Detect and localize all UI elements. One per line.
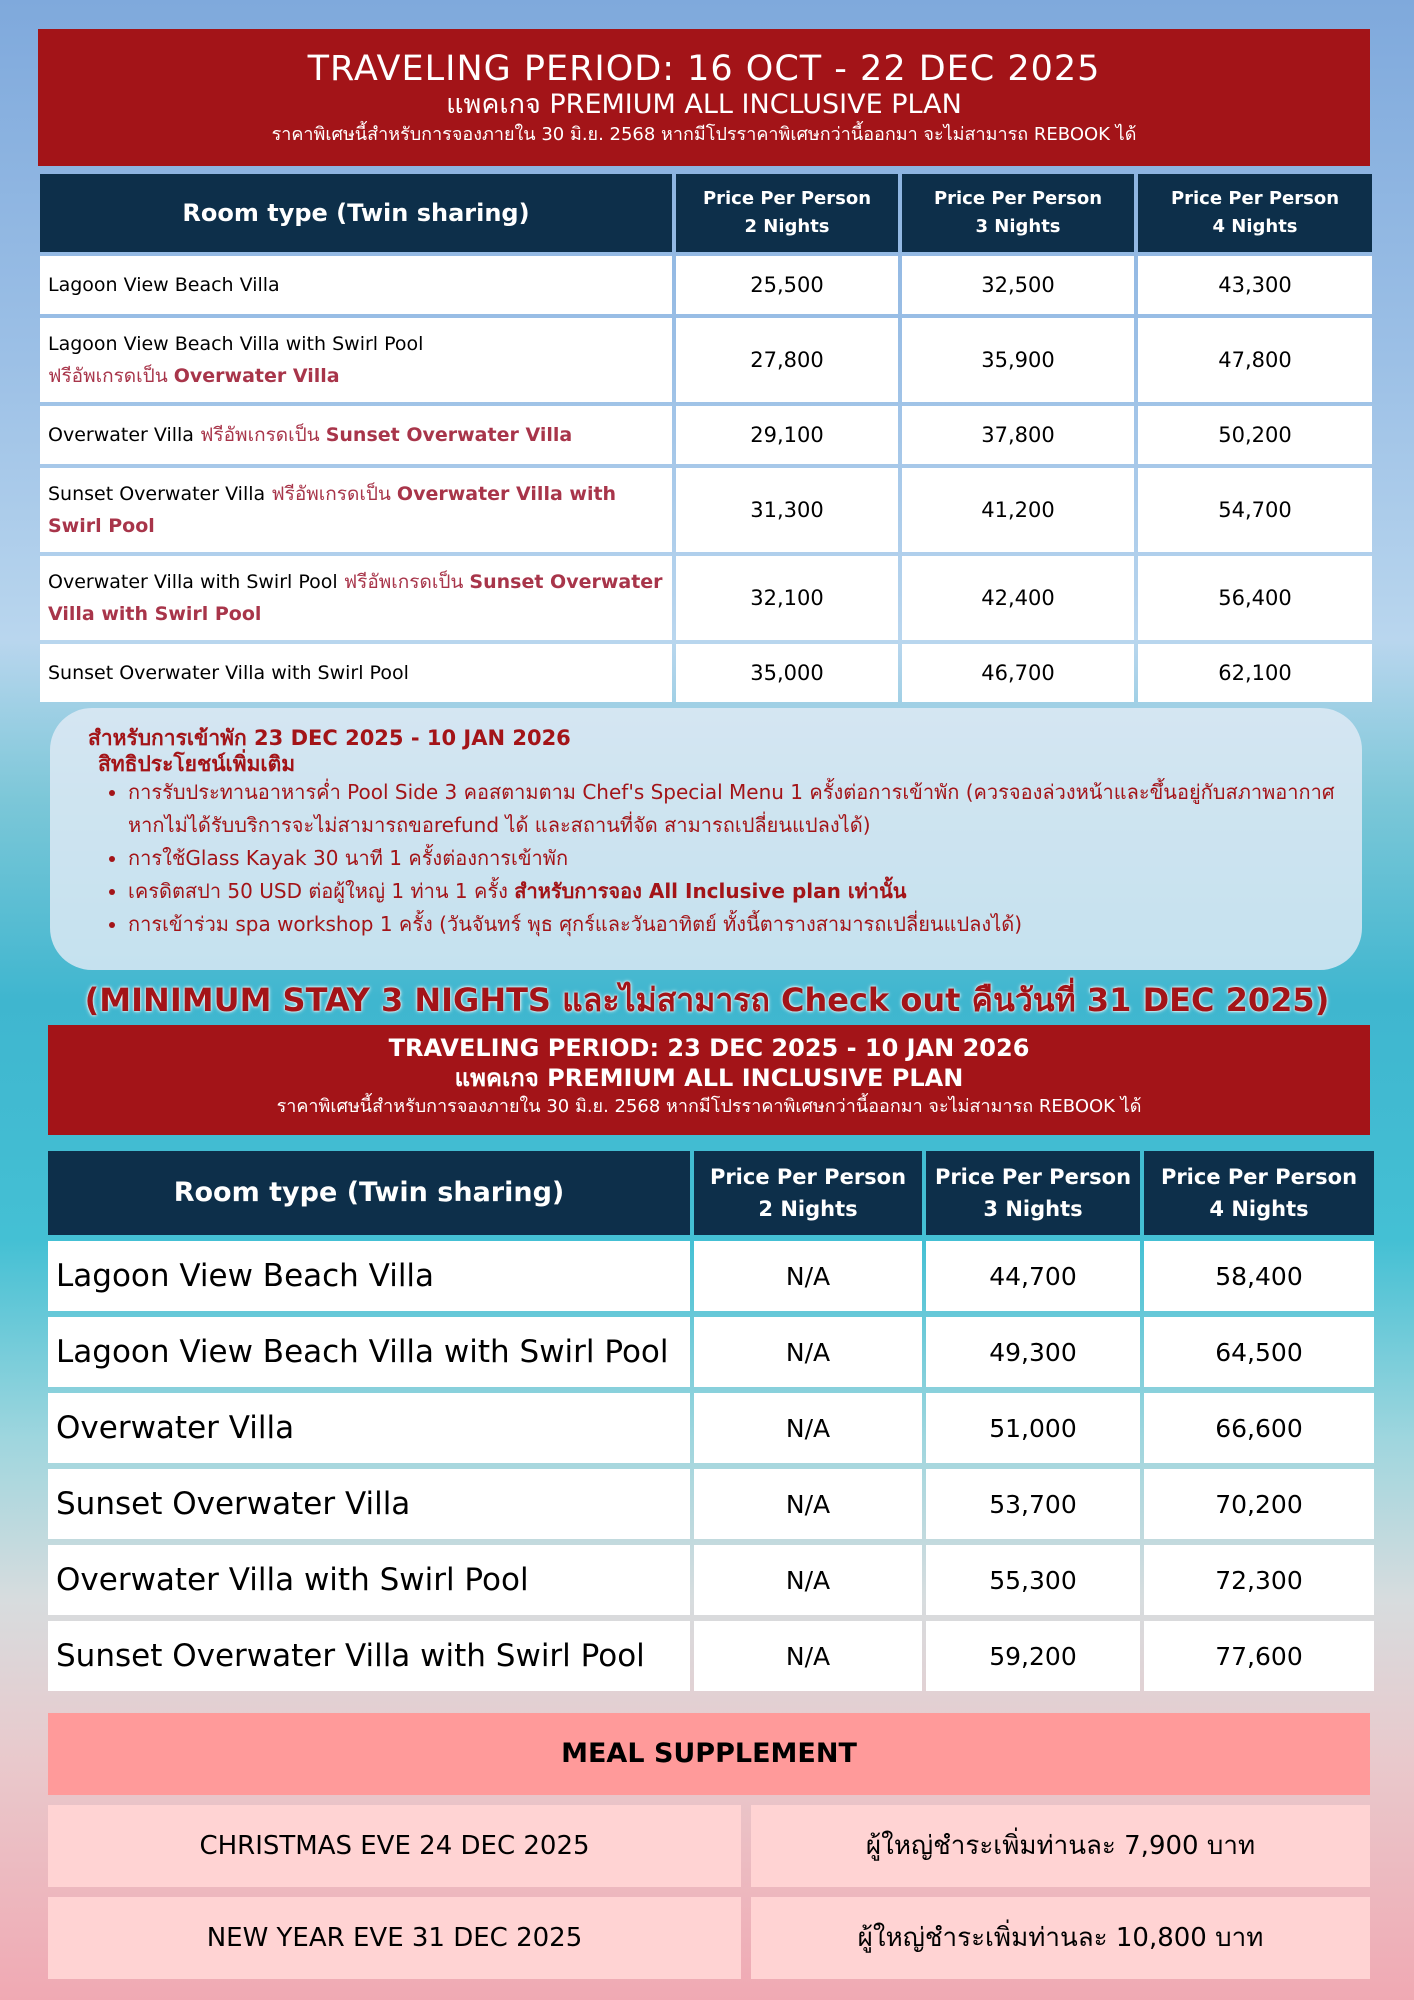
room-name: Overwater Villa ฟรีอัพเกรดเป็น Sunset Overwater Villa — [40, 406, 672, 464]
price-cell: N/A — [694, 1545, 922, 1615]
room-name: Sunset Overwater Villa ฟรีอัพเกรดเป็น Overwater Villa with Swirl Pool — [40, 468, 672, 552]
room-type-header: Room type (Twin sharing) — [40, 174, 672, 252]
period2-price-table — [44, 1145, 1378, 1697]
benefits-panel — [50, 708, 1362, 970]
room-name: Lagoon View Beach Villa — [40, 256, 672, 314]
period2-banner — [48, 1025, 1370, 1135]
price-2-nights-header: Price Per Person 2 Nights — [694, 1151, 922, 1235]
meal-event-christmas: CHRISTMAS EVE 24 DEC 2025 — [48, 1805, 741, 1887]
price-cell: N/A — [694, 1393, 922, 1463]
price-cell: 55,300 — [926, 1545, 1140, 1615]
price-cell: 59,200 — [926, 1621, 1140, 1691]
price-cell: 62,100 — [1138, 644, 1372, 702]
price-cell: 47,800 — [1138, 318, 1372, 402]
price-cell: 41,200 — [902, 468, 1134, 552]
meal-price-new-year: ผู้ใหญ่ชำระเพิ่มท่านละ 10,800 บาท — [751, 1897, 1370, 1979]
period1-banner — [38, 29, 1370, 166]
room-name: Lagoon View Beach Villa with Swirl Pool — [48, 1317, 690, 1387]
price-4-nights-header: Price Per Person 4 Nights — [1138, 174, 1372, 252]
table-row — [40, 644, 1372, 702]
table-row — [48, 1545, 1374, 1615]
list-item: • การรับประทานอาหารค่ำ Pool Side 3 คอสตามตาม Chef's Special Menu 1 ครั้งต่อการเข้าพัก (ควรจองล่วงหน้าและขึ้นอยู่กับสภาพอากาศหากไม่ได้รับบริการจะไม่สามารถขอrefund ได้ และสถานที่จัด สามารถเปลี่ยนแปลงได้) — [128, 776, 1338, 842]
room-type-header: Room type (Twin sharing) — [48, 1151, 690, 1235]
price-cell: N/A — [694, 1621, 922, 1691]
price-cell: N/A — [694, 1241, 922, 1311]
price-cell: 31,300 — [676, 468, 898, 552]
price-cell: 35,900 — [902, 318, 1134, 402]
room-name: Overwater Villa with Swirl Pool ฟรีอัพเกรดเป็น Sunset Overwater Villa with Swirl Pool — [40, 556, 672, 640]
table-row — [48, 1469, 1374, 1539]
benefits-heading: สำหรับการเข้าพัก 23 DEC 2025 - 10 JAN 2026 — [88, 726, 571, 750]
period2-plan: แพคเกจ PREMIUM ALL INCLUSIVE PLAN — [454, 1064, 964, 1092]
table-header-row — [40, 174, 1372, 252]
price-cell: N/A — [694, 1469, 922, 1539]
period1-plan: แพคเกจ PREMIUM ALL INCLUSIVE PLAN — [446, 89, 962, 120]
table-row — [48, 1317, 1374, 1387]
price-2-nights-header: Price Per Person 2 Nights — [676, 174, 898, 252]
price-cell: 66,600 — [1144, 1393, 1374, 1463]
meal-event-new-year: NEW YEAR EVE 31 DEC 2025 — [48, 1897, 741, 1979]
list-item: • การใช้Glass Kayak 30 นาที 1 ครั้งต่องการเข้าพัก — [128, 842, 1338, 875]
period1-price-table — [36, 170, 1376, 706]
table-row — [48, 1621, 1374, 1691]
price-cell: 37,800 — [902, 406, 1134, 464]
price-cell: 43,300 — [1138, 256, 1372, 314]
table-row — [40, 406, 1372, 464]
room-name: Sunset Overwater Villa with Swirl Pool — [48, 1621, 690, 1691]
table-row — [40, 468, 1372, 552]
price-cell: 25,500 — [676, 256, 898, 314]
price-cell: 58,400 — [1144, 1241, 1374, 1311]
price-cell: 29,100 — [676, 406, 898, 464]
table-row — [48, 1393, 1374, 1463]
list-item: • การเข้าร่วม spa workshop 1 ครั้ง (วันจันทร์ พุธ ศุกร์และวันอาทิตย์ ทั้งนี้ตารางสามารถเปลี่ยนแปลงได้) — [128, 908, 1338, 941]
benefits-list — [90, 776, 1338, 941]
room-name: Sunset Overwater Villa — [48, 1469, 690, 1539]
price-cell: 53,700 — [926, 1469, 1140, 1539]
price-cell: 72,300 — [1144, 1545, 1374, 1615]
room-name: Sunset Overwater Villa with Swirl Pool — [40, 644, 672, 702]
price-cell: 44,700 — [926, 1241, 1140, 1311]
table-row — [48, 1241, 1374, 1311]
price-cell: 56,400 — [1138, 556, 1372, 640]
list-item: • เครดิตสปา 50 USD ต่อผู้ใหญ่ 1 ท่าน 1 ครั้ง สำหรับการจอง All Inclusive plan เท่านั้น — [128, 875, 1338, 908]
period1-note: ราคาพิเศษนี้สำหรับการจองภายใน 30 มิ.ย. 2568 หากมีโปรราคาพิเศษกว่านี้ออกมา จะไม่สามารถ REBOOK ได้ — [271, 124, 1137, 145]
table-header-row — [48, 1151, 1374, 1235]
price-cell: 70,200 — [1144, 1469, 1374, 1539]
minimum-stay-notice: (MINIMUM STAY 3 NIGHTS และไม่สามารถ Check out คืนวันที่ 31 DEC 2025) — [84, 981, 1330, 1019]
benefits-subheading: สิทธิประโยชน์เพิ่มเติม — [98, 752, 296, 776]
price-cell: 51,000 — [926, 1393, 1140, 1463]
price-cell: 42,400 — [902, 556, 1134, 640]
period2-note: ราคาพิเศษนี้สำหรับการจองภายใน 30 มิ.ย. 2568 หากมีโปรราคาพิเศษกว่านี้ออกมา จะไม่สามารถ REBOOK ได้ — [276, 1096, 1142, 1117]
meal-price-christmas: ผู้ใหญ่ชำระเพิ่มท่านละ 7,900 บาท — [751, 1805, 1370, 1887]
table-row — [40, 256, 1372, 314]
price-cell: 27,800 — [676, 318, 898, 402]
period1-title: TRAVELING PERIOD: 16 OCT - 22 DEC 2025 — [307, 49, 1101, 89]
price-3-nights-header: Price Per Person 3 Nights — [926, 1151, 1140, 1235]
price-cell: N/A — [694, 1317, 922, 1387]
price-cell: 77,600 — [1144, 1621, 1374, 1691]
price-4-nights-header: Price Per Person 4 Nights — [1144, 1151, 1374, 1235]
price-cell: 49,300 — [926, 1317, 1140, 1387]
price-cell: 46,700 — [902, 644, 1134, 702]
table-row — [40, 556, 1372, 640]
price-cell: 35,000 — [676, 644, 898, 702]
meal-supplement-heading: MEAL SUPPLEMENT — [48, 1713, 1370, 1795]
period2-title: TRAVELING PERIOD: 23 DEC 2025 - 10 JAN 2026 — [388, 1034, 1030, 1062]
price-cell: 32,100 — [676, 556, 898, 640]
room-name: Lagoon View Beach Villa with Swirl Pool ฟรีอัพเกรดเป็น Overwater Villa — [40, 318, 672, 402]
price-cell: 54,700 — [1138, 468, 1372, 552]
room-name: Overwater Villa with Swirl Pool — [48, 1545, 690, 1615]
price-cell: 50,200 — [1138, 406, 1372, 464]
price-cell: 64,500 — [1144, 1317, 1374, 1387]
table-row — [40, 318, 1372, 402]
room-name: Lagoon View Beach Villa — [48, 1241, 690, 1311]
price-cell: 32,500 — [902, 256, 1134, 314]
room-name: Overwater Villa — [48, 1393, 690, 1463]
price-3-nights-header: Price Per Person 3 Nights — [902, 174, 1134, 252]
